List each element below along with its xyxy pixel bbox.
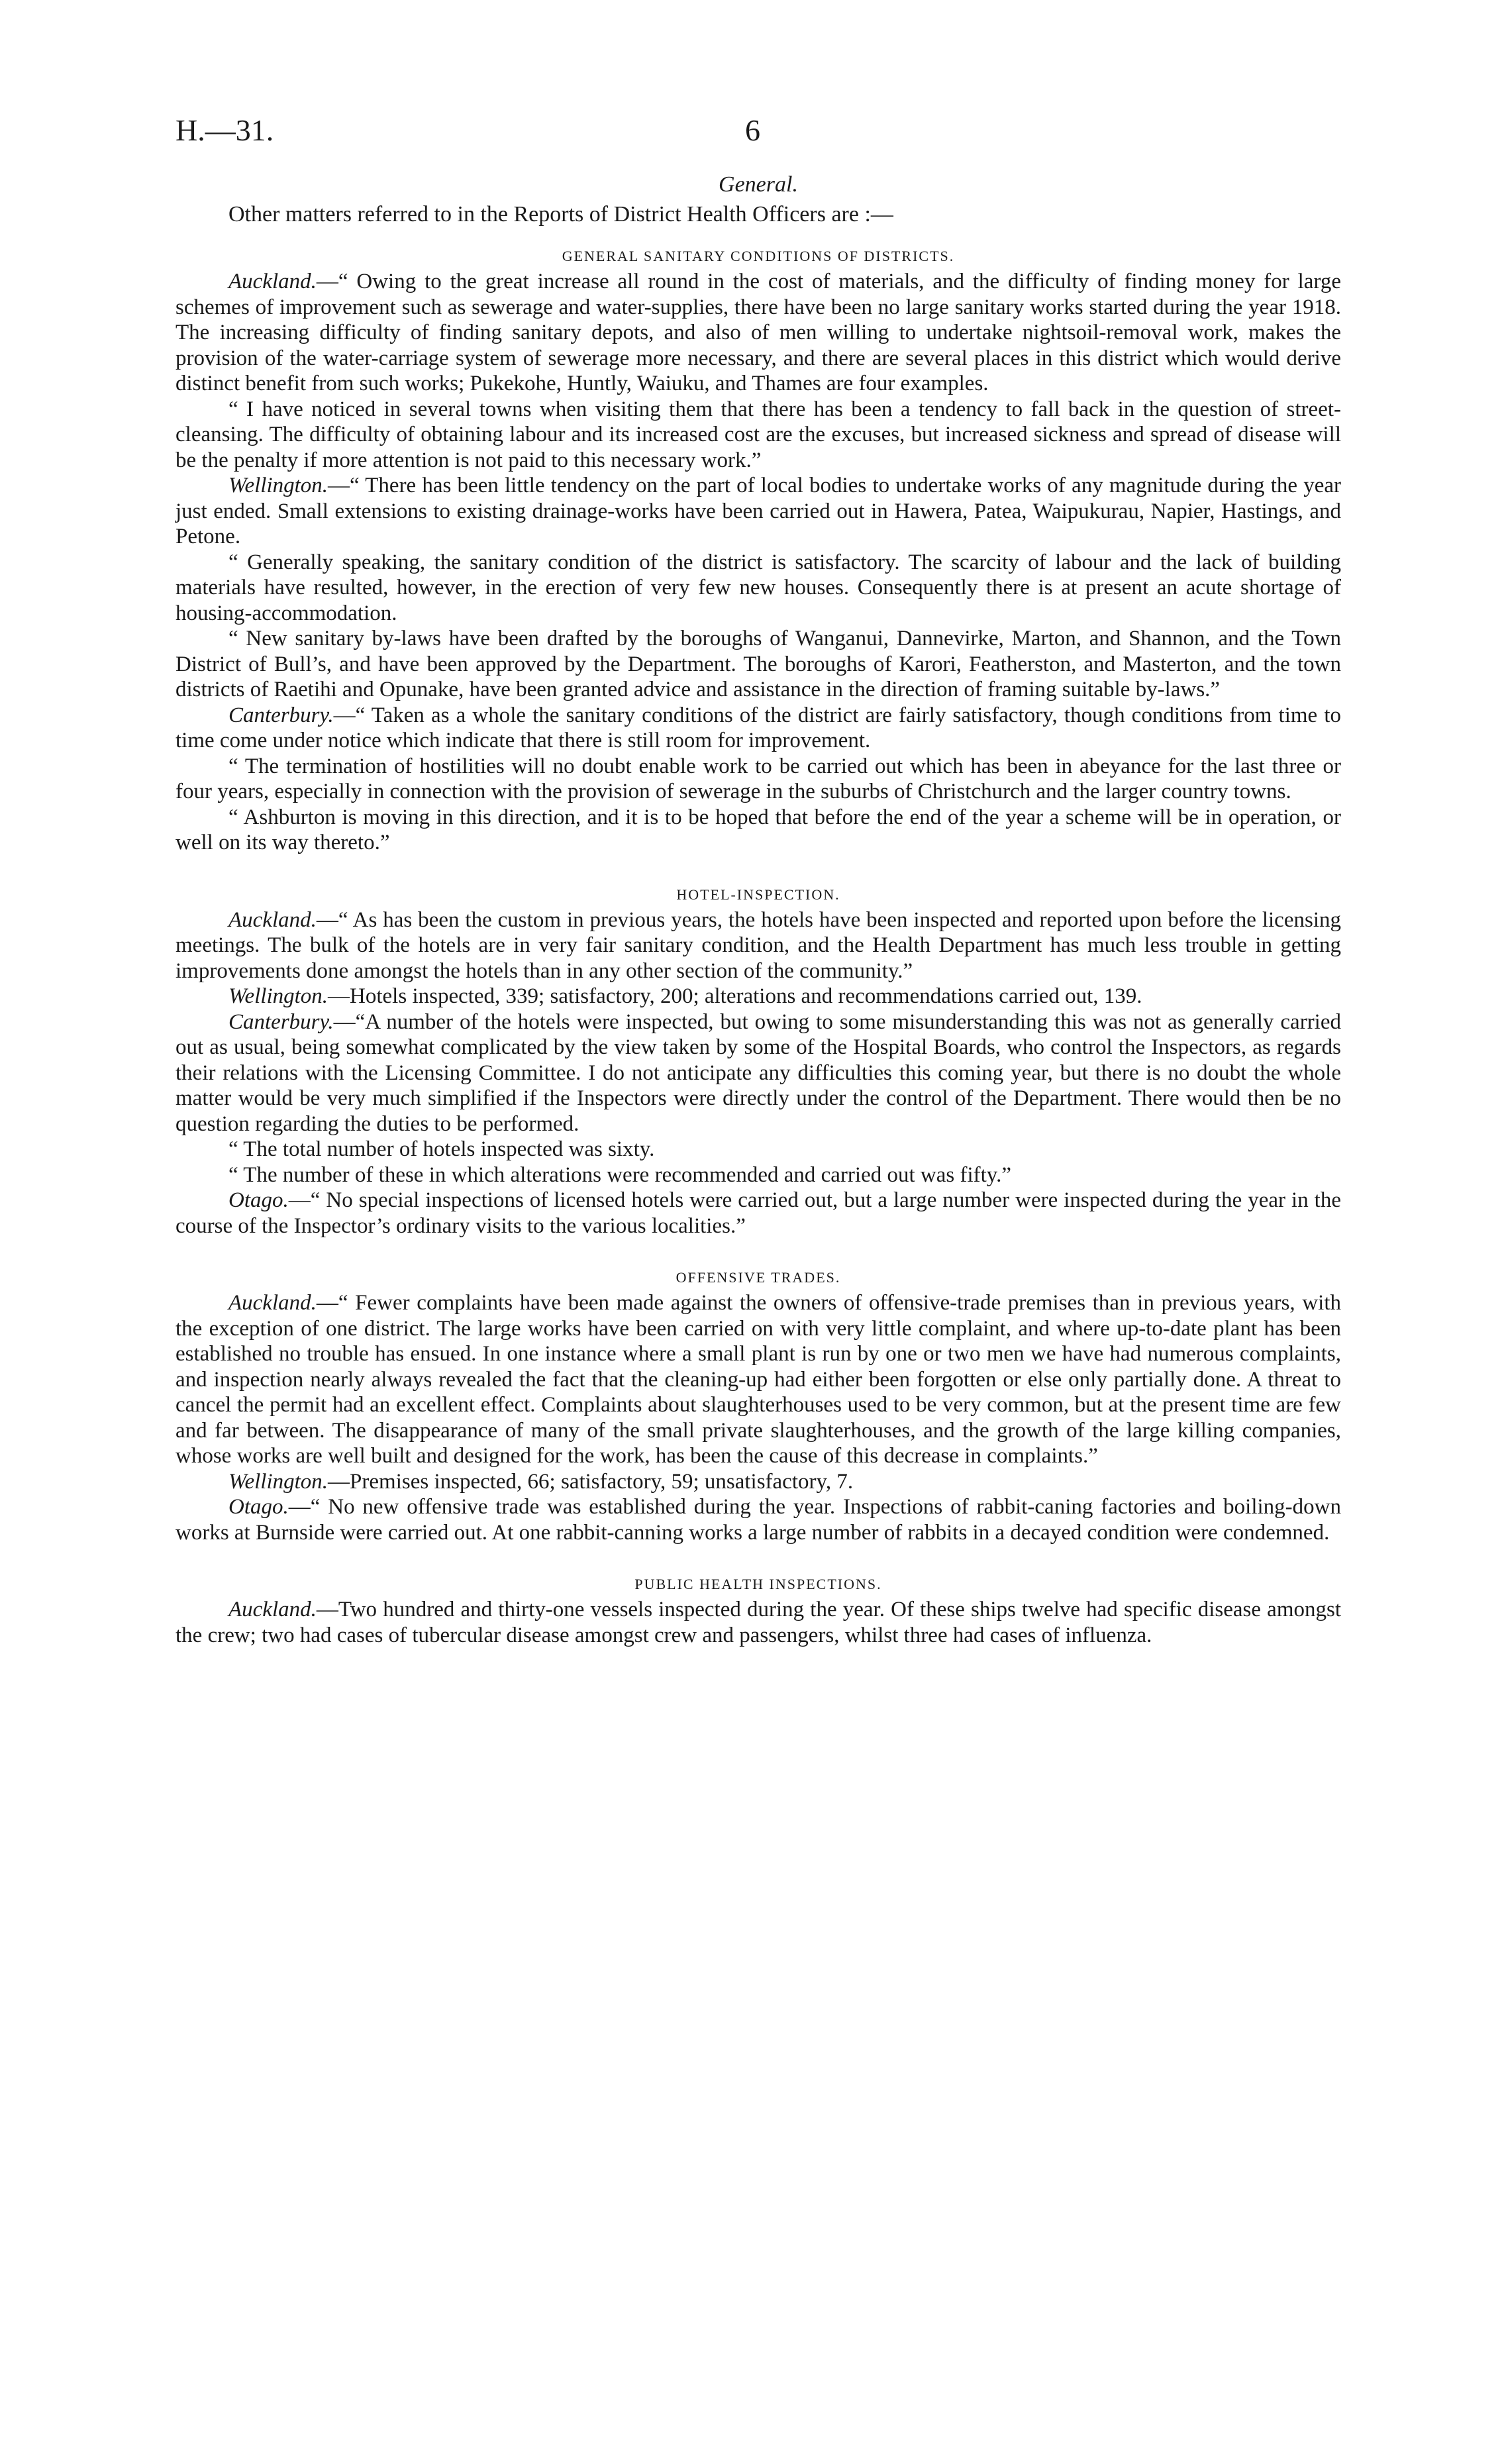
paragraph — [175, 1188, 1341, 1239]
paragraph-text: —“A number of the hotels were inspected, but owing to some misunderstanding this was not as generally carried out as usual, being somewhat complicated by the view taken by some of the Hospital Boards, who control the Inspectors, as regards their relations with the Licensing Committee. I do not anticipate any difficulties this coming year, but there is no doubt the whole matter would be very much simplified if the Inspectors were directly under the control of the Department. There would then be no question regarding the duties to be performed. — [175, 1009, 1341, 1136]
paragraph — [175, 473, 1341, 550]
heading-public-health-inspections: PUBLIC HEALTH INSPECTIONS. — [634, 1576, 882, 1592]
paragraph — [175, 1494, 1341, 1545]
place-name: Wellington. — [228, 984, 328, 1008]
section-intro: Other matters referred to in the Reports of District Health Officers are :— — [228, 202, 893, 227]
heading-offensive-trades: OFFENSIVE TRADES. — [676, 1269, 841, 1286]
place-name: Canterbury. — [228, 703, 334, 727]
heading-hotel-inspection: HOTEL-INSPECTION. — [676, 886, 840, 903]
place-name: Canterbury. — [228, 1009, 334, 1034]
paragraph — [175, 1469, 1341, 1495]
place-name: Auckland. — [228, 1291, 317, 1315]
paragraph: “ Ashburton is moving in this direction, and it is to be hoped that before the end of the year a scheme will be in operation, or well on its way thereto.” — [175, 805, 1341, 854]
paragraph: “ New sanitary by-laws have been drafted by the boroughs of Wanganui, Dannevirke, Marton, and Shannon, and the Town District of Bull’s, and have been approved by the Department. The boroughs of Karori, Featherston, and Masterton, and the town districts of Raetihi and Opunake, have been granted advice and assistance in the direction of framing suitable by-laws.” — [175, 627, 1341, 701]
heading-sanitary-conditions: GENERAL SANITARY CONDITIONS OF DISTRICTS. — [562, 248, 955, 264]
place-name: Otago. — [228, 1188, 289, 1212]
spacer — [175, 1239, 1341, 1257]
paragraph-text: —“ No special inspections of licensed hotels were carried out, but a large number were inspected during the year in the course of the Inspector’s ordinary visits to the various localities.” — [175, 1188, 1341, 1238]
paragraph — [175, 269, 1341, 397]
place-name: Auckland. — [228, 1598, 317, 1621]
paragraph — [175, 1009, 1341, 1137]
spacer — [175, 1545, 1341, 1564]
paragraph — [175, 703, 1341, 754]
paragraph — [175, 1597, 1341, 1648]
paragraph-text: —Two hundred and thirty-one vessels inspected during the year. Of these ships twelve had specific disease amongst the crew; two had cases of tubercular disease amongst crew and passengers, whilst three had cases of influenza. — [175, 1598, 1341, 1647]
paragraph-text: —“ As has been the custom in previous years, the hotels have been inspected and reported upon before the licensing meetings. The bulk of the hotels are in very fair sanitary condition, and the Health Department has much less trouble in getting improvements done amongst the hotels than in any other section of the community.” — [175, 907, 1341, 983]
place-name: Auckland. — [228, 907, 317, 932]
spacer — [175, 856, 1341, 874]
page-number: 6 — [745, 113, 760, 147]
paragraph-text: —Premises inspected, 66; satisfactory, 59; unsatisfactory, 7. — [328, 1469, 854, 1494]
document-page — [175, 113, 1341, 1648]
paragraph-text: —Hotels inspected, 339; satisfactory, 200; alterations and recommendations carried out, 139. — [328, 984, 1142, 1008]
paragraph: “ The termination of hostilities will no doubt enable work to be carried out which has been in abeyance for the last three or four years, especially in connection with the provision of sewerage in the suburbs of Christchurch and the larger country towns. — [175, 754, 1341, 803]
paragraph — [175, 984, 1341, 1009]
paragraph — [175, 907, 1341, 984]
paragraph-text: —“ No new offensive trade was established during the year. Inspections of rabbit-caning factories and boiling-down works at Burnside were carried out. At one rabbit-canning works a large number of rabbits in a decayed condition were condemned. — [175, 1495, 1341, 1545]
paragraph-text: —“ There has been little tendency on the part of local bodies to undertake works of any magnitude during the year just ended. Small extensions to existing drainage-works have been carried out in Hawera, Patea, Waipukurau, Napier, Hastings, and Petone. — [175, 474, 1341, 548]
section-title: General. — [719, 172, 798, 197]
place-name: Otago. — [228, 1495, 289, 1519]
page-header — [175, 113, 1341, 172]
paragraph: “ Generally speaking, the sanitary condition of the district is satisfactory. The scarcity of labour and the lack of building materials have resulted, however, in the erection of very few new houses. Consequently there is at present an acute shortage of housing-accommodation. — [175, 550, 1341, 625]
paragraph-text: —“ Owing to the great increase all round in the cost of materials, and the difficulty of finding money for large schemes of improvement such as sewerage and water-supplies, there have been no large sanitary works started during the year 1918. The increasing difficulty of finding sanitary depots, and also of men willing to undertake nightsoil-removal work, makes the provision of the water-carriage system of sewerage more necessary, and there are several places in this district which would derive distinct benefit from such works; Pukekohe, Huntly, Waiuku, and Thames are four examples. — [175, 270, 1341, 395]
report-reference: H.—31. — [175, 113, 274, 147]
paragraph-text: —“ Taken as a whole the sanitary conditions of the district are fairly satisfactory, though conditions from time to time come under notice which indicate that there is still room for improvement. — [175, 703, 1341, 752]
paragraph: “ The number of these in which alterations were recommended and carried out was fifty.” — [228, 1162, 1012, 1187]
place-name: Auckland. — [228, 270, 317, 293]
paragraph: “ I have noticed in several towns when visiting them that there has been a tendency to fall back in the question of street-cleansing. The difficulty of obtaining labour and its increased cost are the excuses, but increased sickness and spread of disease will be the penalty if more attention is not paid to this necessary work.” — [175, 397, 1341, 472]
place-name: Wellington. — [228, 474, 328, 497]
paragraph: “ The total number of hotels inspected was sixty. — [228, 1137, 655, 1161]
paragraph-text: —“ Fewer complaints have been made against the owners of offensive-trade premises than in previous years, with the exception of one district. The large works have been carried on with very little complaint, and where up-to-date plant has been established no trouble has ensued. In one instance where a small plant is run by one or two men we have had numerous complaints, and inspection nearly always revealed the fact that the cleaning-up had either been forgotten or else only partially done. A threat to cancel the permit had an excellent effect. Complaints about slaughterhouses used to be very common, but at the present time are few and far between. The disappearance of many of the small private slaughterhouses, and the growth of the large killing companies, whose works are well built and designed for the work, has been the cause of this decrease in complaints.” — [175, 1291, 1341, 1468]
place-name: Wellington. — [228, 1469, 328, 1494]
paragraph — [175, 1290, 1341, 1469]
